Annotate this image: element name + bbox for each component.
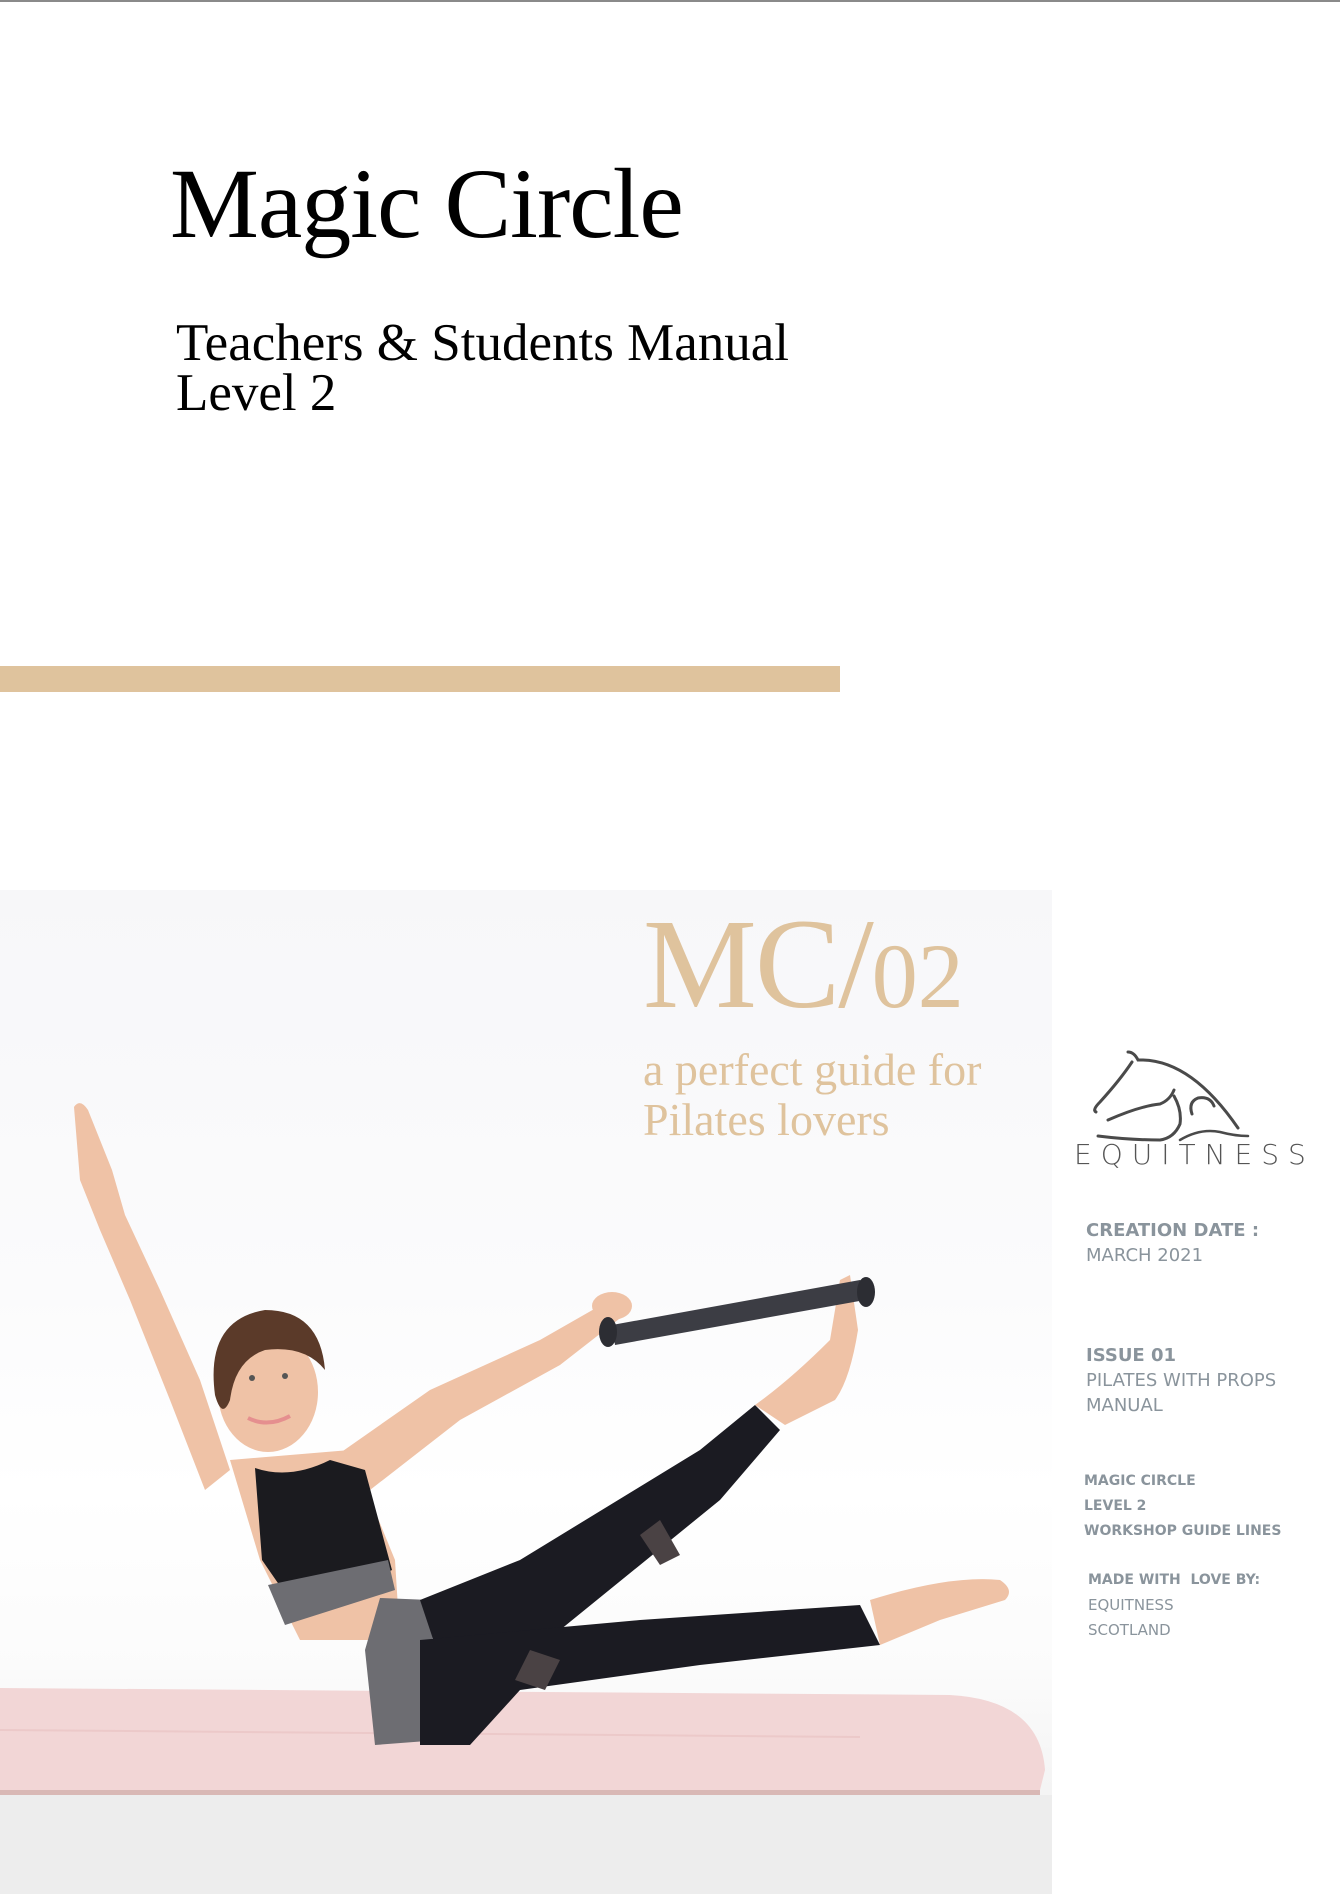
document-title: Magic Circle bbox=[170, 148, 683, 259]
tagline bbox=[643, 1045, 981, 1145]
issue-line-1: PILATES WITH PROPS bbox=[1086, 1370, 1277, 1391]
accent-bar bbox=[0, 666, 840, 692]
magic-circle-icon bbox=[612, 1280, 868, 1345]
issue-code bbox=[643, 893, 964, 1068]
creation-date-block bbox=[1086, 1218, 1259, 1268]
document-subtitle bbox=[176, 314, 789, 422]
yoga-mat-icon bbox=[0, 1688, 1045, 1792]
floor bbox=[0, 1795, 1052, 1894]
creation-date-value: MARCH 2021 bbox=[1086, 1245, 1204, 1266]
subtitle-line-2: Level 2 bbox=[176, 364, 337, 422]
top-rule bbox=[0, 0, 1340, 2]
issue-line-2: MANUAL bbox=[1086, 1395, 1163, 1416]
lower-foot bbox=[870, 1579, 1009, 1645]
issue-code-number: 02 bbox=[871, 925, 964, 1027]
workshop-line-1: MAGIC CIRCLE bbox=[1084, 1473, 1196, 1489]
raised-arm bbox=[74, 1103, 230, 1490]
issue-block bbox=[1086, 1343, 1276, 1418]
issue-label: ISSUE 01 bbox=[1086, 1345, 1177, 1366]
credits-label: MADE WITH LOVE BY: bbox=[1088, 1572, 1261, 1588]
creation-date-label: CREATION DATE : bbox=[1086, 1220, 1260, 1241]
issue-code-prefix: MC/ bbox=[643, 893, 872, 1035]
workshop-line-2: LEVEL 2 bbox=[1084, 1498, 1147, 1514]
credits-line-2: SCOTLAND bbox=[1088, 1621, 1171, 1639]
subtitle-line-1: Teachers & Students Manual bbox=[176, 314, 789, 372]
credits-block bbox=[1088, 1568, 1260, 1643]
tagline-line-2: Pilates lovers bbox=[643, 1094, 890, 1145]
brand-name: EQUITNESS bbox=[1074, 1138, 1315, 1171]
tagline-line-1: a perfect guide for bbox=[643, 1044, 982, 1095]
extended-arm bbox=[330, 1300, 628, 1490]
credits-line-1: EQUITNESS bbox=[1088, 1596, 1174, 1614]
workshop-line-3: WORKSHOP GUIDE LINES bbox=[1084, 1523, 1282, 1539]
workshop-block bbox=[1084, 1469, 1281, 1544]
